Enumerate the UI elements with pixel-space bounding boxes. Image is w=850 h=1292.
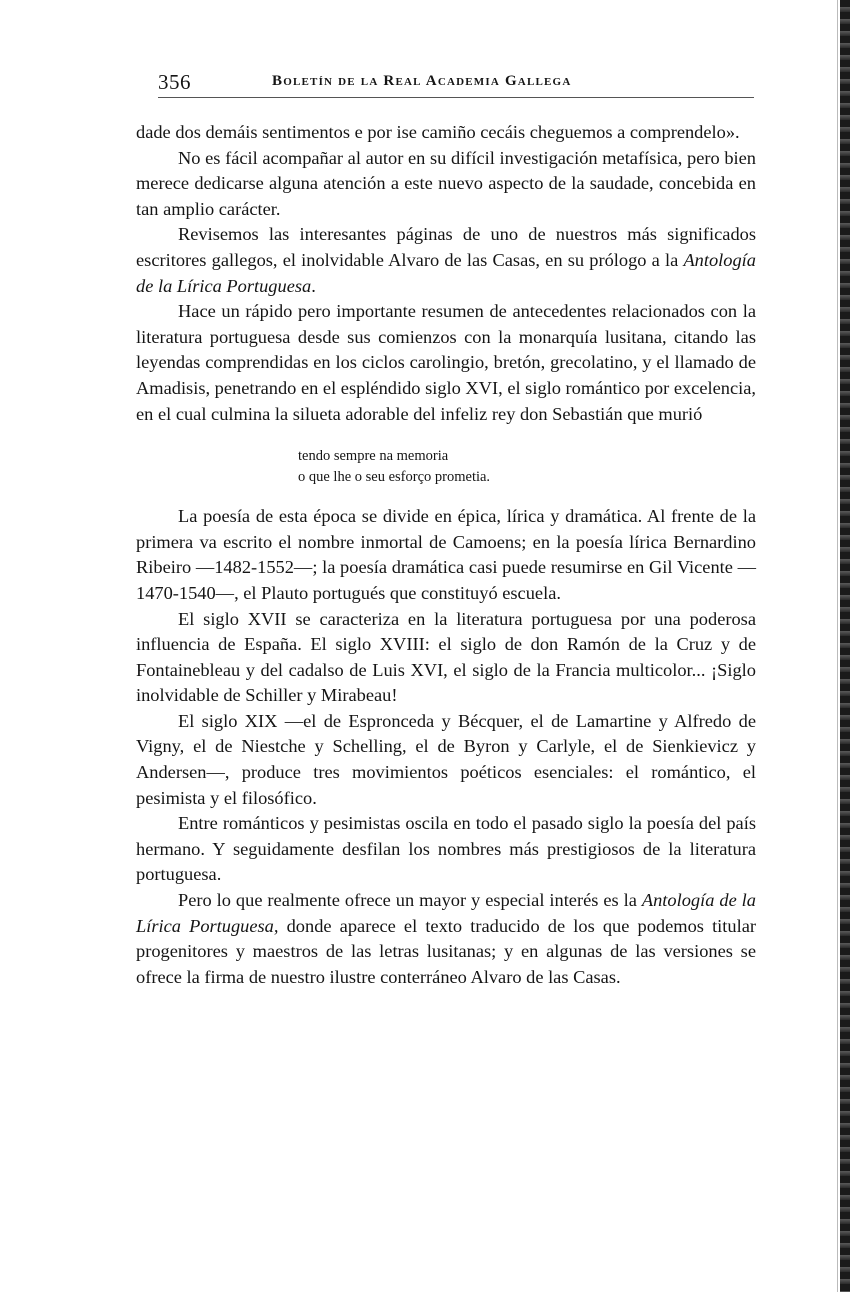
paragraph-text: donde aparece el texto traducido de los que podemos titular progenitores y maestros de las letras lusitanas; y en algunas de las versiones se ofrece la firma de nuestro ilustre conterráneo Alvaro de las Casas.: [136, 915, 756, 987]
body-text: [136, 120, 756, 990]
paragraph-genres: La poesía de esta época se divide en épica, lírica y dramática. Al frente de la primera va escrito el nombre inmortal de Camoens; en la poesía lírica Bernardino Ribeiro —1482-1552—; la poesía dramática casi puede resumirse en Gil Vicente —1470-1540—, el Plauto portugués que constituyó escuela.: [136, 506, 756, 603]
paragraph-continuation: dade dos demáis sentimentos e por ise camiño cecáis cheguemos a comprendelo».: [136, 122, 740, 142]
verse-line: tendo sempre na memoria: [298, 448, 449, 465]
page-number: 356: [158, 70, 191, 94]
paragraph-text: .: [311, 275, 316, 296]
paragraph-romantics: Entre románticos y pesimistas oscila en todo el pasado siglo la poesía del país hermano. Y seguidamente desfilan los nombres más prestigiosos de la literatura portuguesa.: [136, 813, 756, 885]
book-title: Antología de la Lírica Portuguesa: [136, 249, 756, 296]
header-rule: [158, 97, 754, 98]
running-head: Boletín de la Real Academia Gallega: [272, 73, 572, 89]
verse-line: o que lhe o seu esforço prometia.: [298, 469, 491, 486]
scan-edge-shadow: [840, 0, 850, 1292]
page-header: [158, 66, 754, 96]
paragraph-text: Pero lo que realmente ofrece un mayor y especial interés es la: [178, 890, 642, 911]
paragraph-anthology: [136, 888, 756, 990]
paragraph-review: [136, 222, 756, 299]
paragraph-nineteenth-century: El siglo XIX —el de Espronceda y Bécquer, el de Lamartine y Alfredo de Vigny, el de Niestche y Schelling, el de Byron y Carlyle, el de Sienkievicz y Andersen—, produce tres movimientos poéticos esenciales: el romántico, el pesimista y el filosófico.: [136, 710, 756, 808]
scan-edge-line: [837, 0, 838, 1292]
paragraph-centuries: El siglo XVII se caracteriza en la literatura portuguesa por una poderosa influencia de España. El siglo XVIII: el siglo de don Ramón de la Cruz y de Fontainebleau y del cadalso de Luis XVI, el siglo de la Francia multicolor... ¡Siglo inolvidable de Schiller y Mirabeau!: [136, 608, 756, 706]
verse-quotation: [298, 446, 756, 488]
paragraph-text: Revisemos las interesantes páginas de uno de nuestros más significados escritores gallegos, el inolvidable Alvaro de las Casas, en su prólogo a la: [136, 224, 756, 270]
paragraph-summary: Hace un rápido pero importante resumen de antecedentes relacionados con la literatura portuguesa desde sus comienzos con la monarquía lusitana, citando las leyendas comprendidas en los ciclos carolingio, bretón, grecolatino, y el llamado de Amadisis, penetrando en el espléndido siglo XVI, el siglo romántico por excelencia, en el cual culmina la silueta adorable del infeliz rey don Sebastián que murió: [136, 301, 757, 424]
book-title: Antología de la Lírica Portuguesa,: [136, 890, 756, 936]
paragraph-metaphysics: No es fácil acompañar al autor en su difícil investigación metafísica, pero bien merece dedicarse alguna atención a este nuevo aspecto de la saudade, concebida en tan amplio carácter.: [136, 147, 756, 219]
